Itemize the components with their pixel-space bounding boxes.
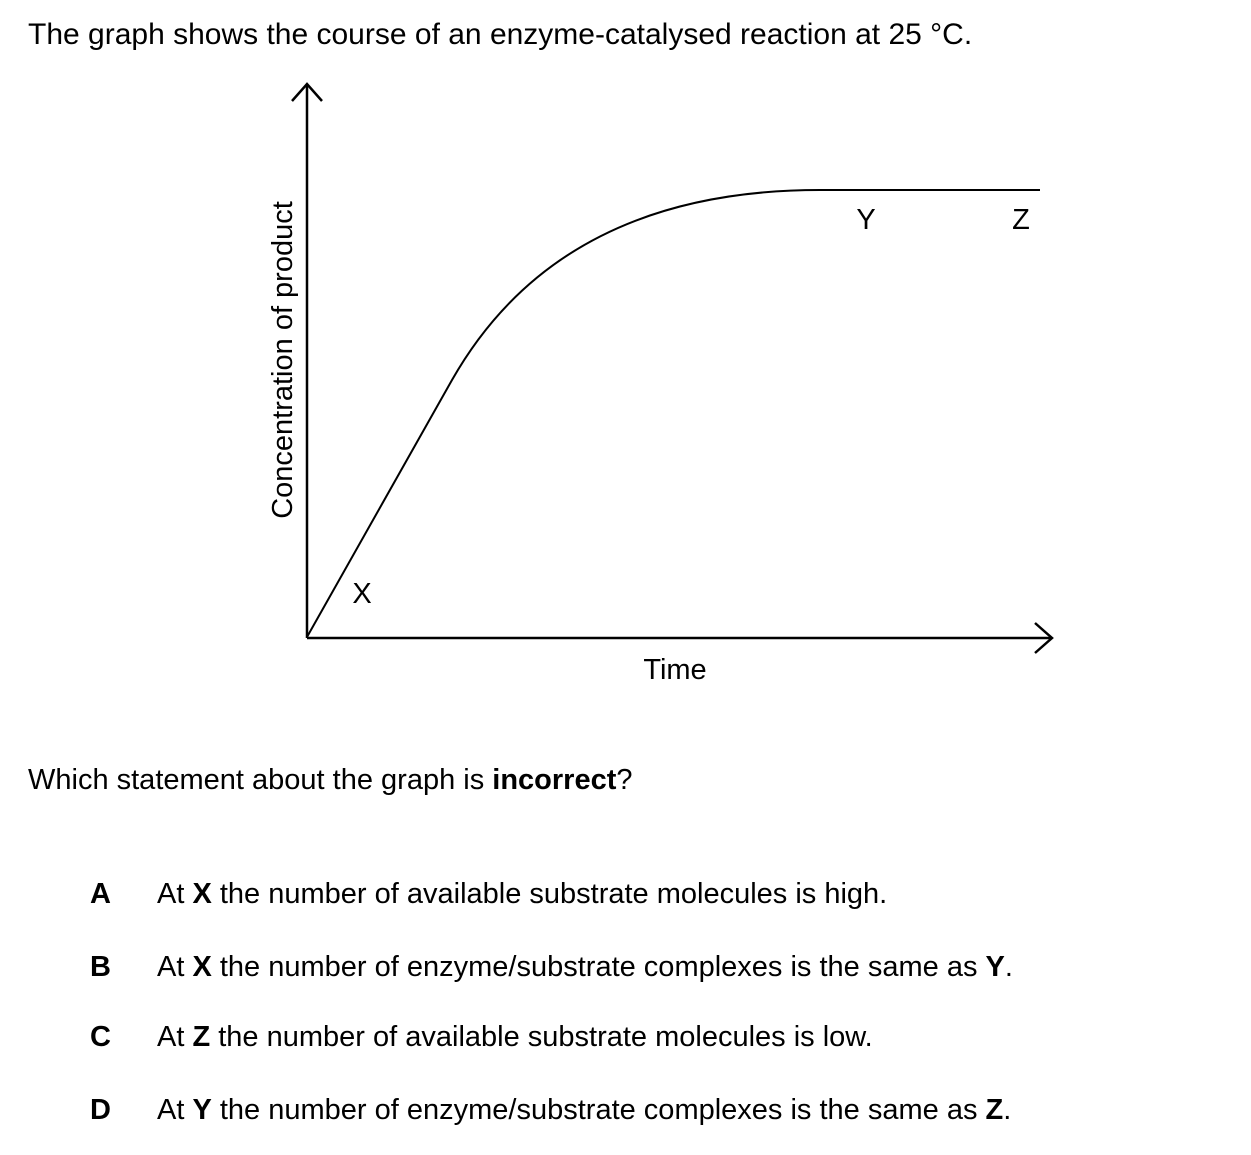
question-emphasis: incorrect <box>492 764 617 796</box>
option-text: At X the number of enzyme/substrate complexes is the same as Y. <box>157 951 1013 983</box>
point-label-z: Z <box>1012 204 1030 236</box>
option-text: At X the number of available substrate molecules is high. <box>157 878 888 910</box>
x-axis-label: Time <box>643 654 707 686</box>
y-axis-label: Concentration of product <box>267 201 299 519</box>
point-label-x: X <box>352 578 372 610</box>
option-letter: A <box>90 878 111 910</box>
point-label-y: Y <box>856 204 876 236</box>
option-text: At Z the number of available substrate molecules is low. <box>157 1021 873 1053</box>
intro-text: The graph shows the course of an enzyme-catalysed reaction at 25 °C. <box>28 18 973 51</box>
option-letter: D <box>90 1094 111 1126</box>
question-prefix: Which statement about the graph is <box>28 764 493 796</box>
option-letter: C <box>90 1021 111 1053</box>
option-letter: B <box>90 951 111 983</box>
option-text: At Y the number of enzyme/substrate complexes is the same as Z. <box>157 1094 1012 1126</box>
question-suffix: ? <box>616 764 633 796</box>
